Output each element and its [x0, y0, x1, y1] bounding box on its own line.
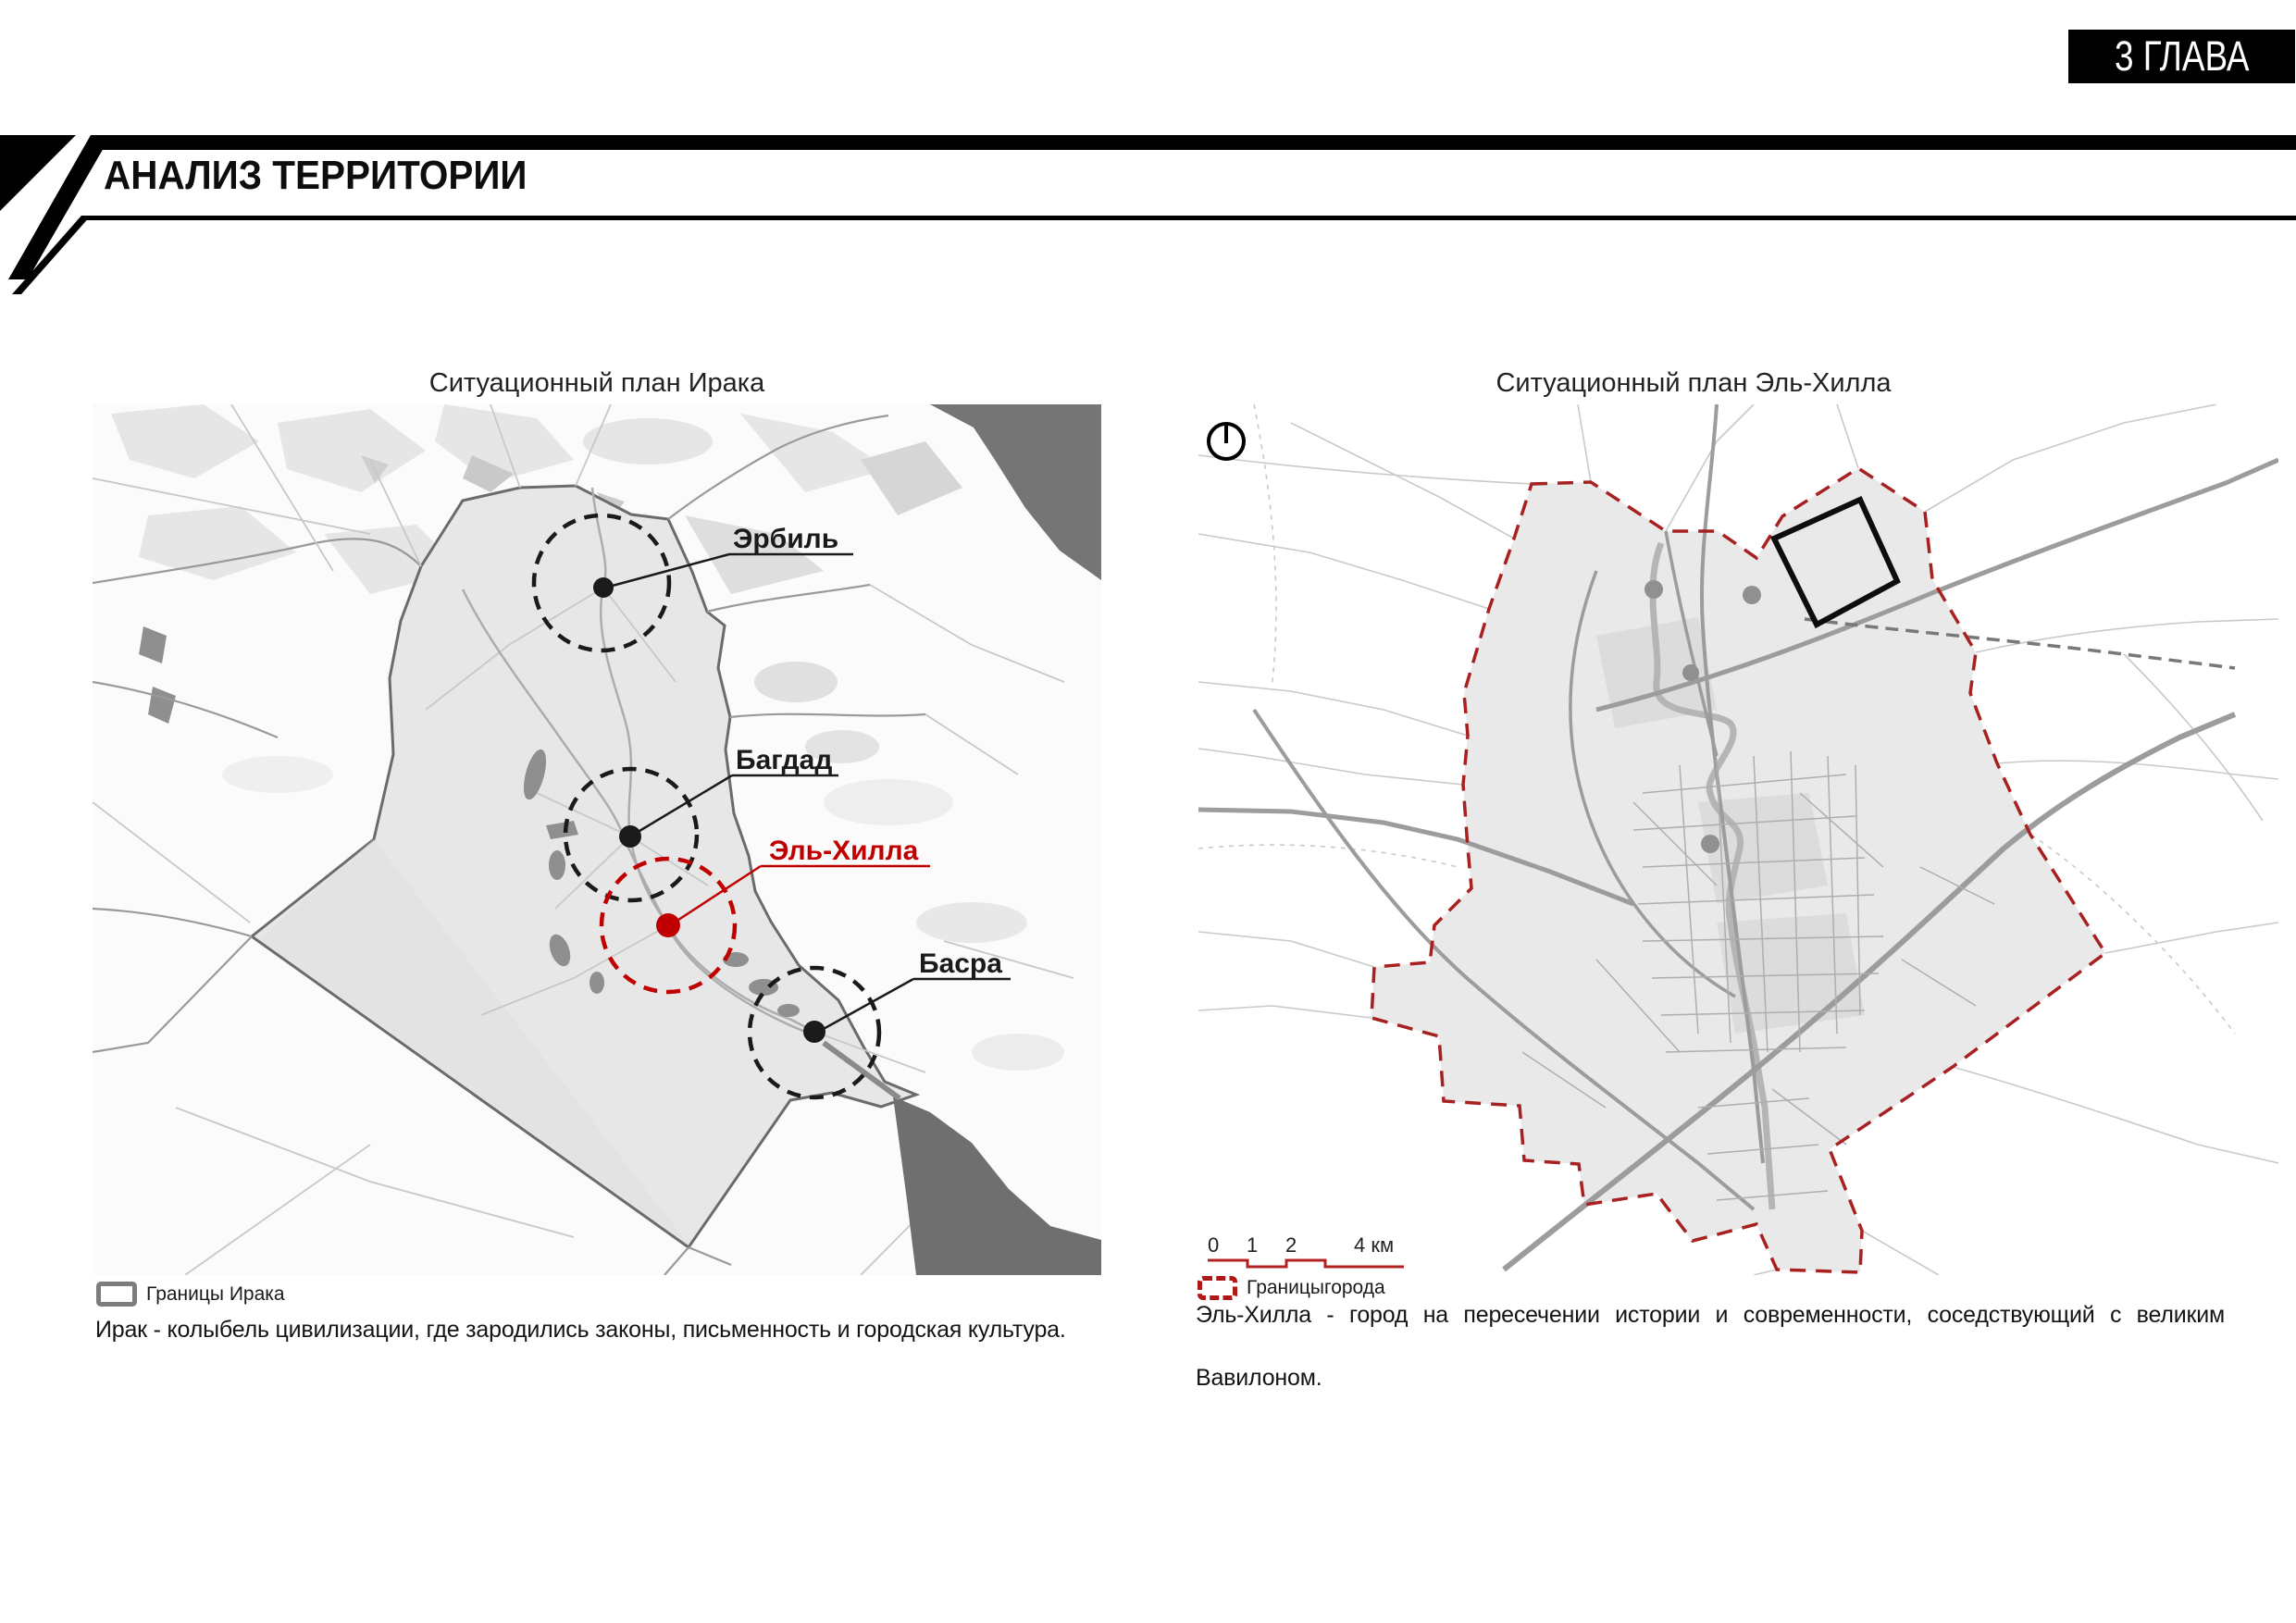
- chapter-badge: [2068, 30, 2295, 83]
- basra-label: Басра: [919, 948, 1002, 979]
- el-hilla-situational-map: [1198, 404, 2278, 1275]
- header-top-bar: [88, 135, 2296, 150]
- right-map-caption: [1196, 1299, 2225, 1394]
- erbil-label: Эрбиль: [733, 524, 839, 554]
- right-caption-line-2: Вавилоном.: [1196, 1365, 1322, 1391]
- scale-label-4km: 4 км: [1354, 1233, 1395, 1257]
- chapter-badge-label: 3 ГЛАВА: [2114, 32, 2250, 80]
- left-map-legend: [96, 1282, 285, 1307]
- scale-label-1: 1: [1247, 1233, 1259, 1257]
- city-borders-legend-swatch: [1198, 1276, 1237, 1300]
- el-hilla-dot: [656, 913, 680, 937]
- header-underline: [77, 216, 2296, 220]
- page-title: АНАЛИЗ ТЕРРИТОРИИ: [104, 153, 527, 198]
- baghdad-label: Багдад: [736, 745, 833, 775]
- baghdad-dot: [619, 825, 641, 848]
- scale-label-0: 0: [1208, 1233, 1220, 1257]
- left-legend-label: Границы Ирака: [146, 1282, 285, 1305]
- right-legend-label: Границыгорода: [1247, 1277, 1385, 1298]
- erbil-dot: [593, 577, 614, 598]
- scale-label-2: 2: [1285, 1233, 1297, 1257]
- iraq-situational-map: [93, 404, 1101, 1275]
- right-map-legend: [1198, 1276, 1385, 1300]
- left-map-title: Ситуационный план Ирака: [428, 368, 765, 398]
- iraq-borders-legend-swatch: [96, 1282, 137, 1307]
- el-hilla-label: Эль-Хилла: [769, 836, 919, 866]
- right-map-title: Ситуационный план Эль-Хилла: [1496, 368, 1892, 398]
- right-caption-line-1: Эль-Хилла - город на пересечении истории и современности, соседствующий с великим: [1196, 1302, 2225, 1328]
- basra-dot: [803, 1021, 825, 1043]
- left-map-caption: Ирак - колыбель цивилизации, где зародились законы, письменность и городская культура.: [95, 1317, 1066, 1343]
